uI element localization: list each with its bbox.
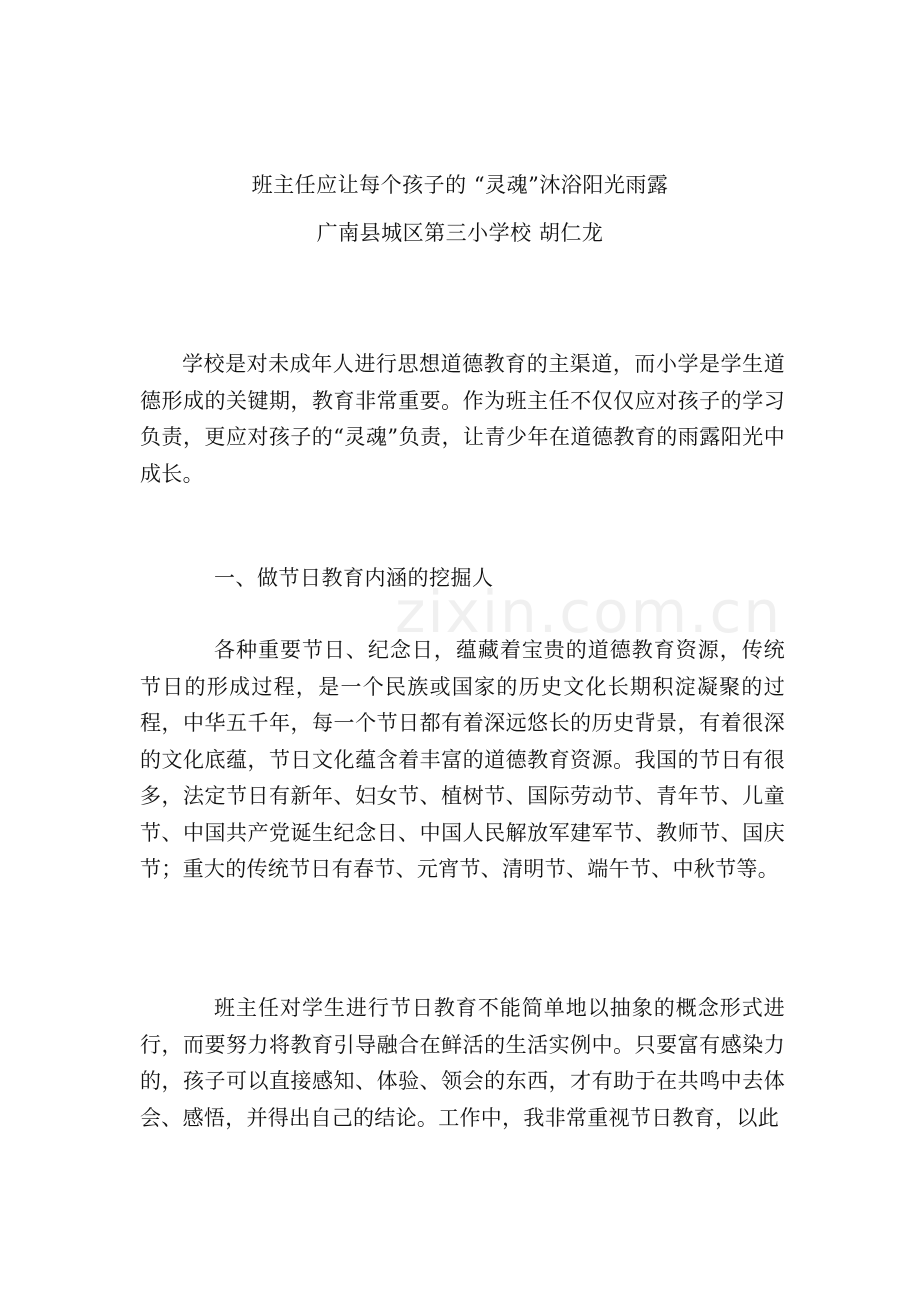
paragraph-intro: 学校是对未成年人进行思想道德教育的主渠道，而小学是学生道德形成的关键期，教育非常重要。作为班主任不仅仅应对孩子的学习负责，更应对孩子的“灵魂”负责，让青少年在道德教育的雨露阳光中成长。 (140, 352, 785, 486)
watermark: zixin.com.cn (395, 578, 783, 646)
document-title: 班主任应让每个孩子的 “灵魂”沐浴阳光雨露 (251, 173, 669, 197)
paragraph-festivals: 各种重要节日、纪念日，蕴藏着宝贵的道德教育资源，传统节日的形成过程，是一个民族或国家的历史文化长期积淀凝聚的过程，中华五千年，每一个节日都有着深远悠长的历史背景，有着很深的文化底蕴，节日文化蕴含着丰富的道德教育资源。我国的节日有很多，法定节日有新年、妇女节、植树节、国际劳动节、青年节、儿童节、中国共产党诞生纪念日、中国人民解放军建军节、教师节、国庆节；重大的传统节日有春节、元宵节、清明节、端午节、中秋节等。 (140, 638, 785, 881)
section-heading: 一、做节日教育内涵的挖掘人 (214, 566, 494, 590)
paragraph-teacher: 班主任对学生进行节日教育不能简单地以抽象的概念形式进行，而要努力将教育引导融合在鲜活的生活实例中。只要富有感染力的，孩子可以直接感知、体验、领会的东西，才有助于在共鸣中去体会、感悟，并得出自己的结论。工作中，我非常重视节日教育，以此 (140, 996, 785, 1130)
author-line: 广南县城区第三小学校 胡仁龙 (316, 221, 604, 245)
